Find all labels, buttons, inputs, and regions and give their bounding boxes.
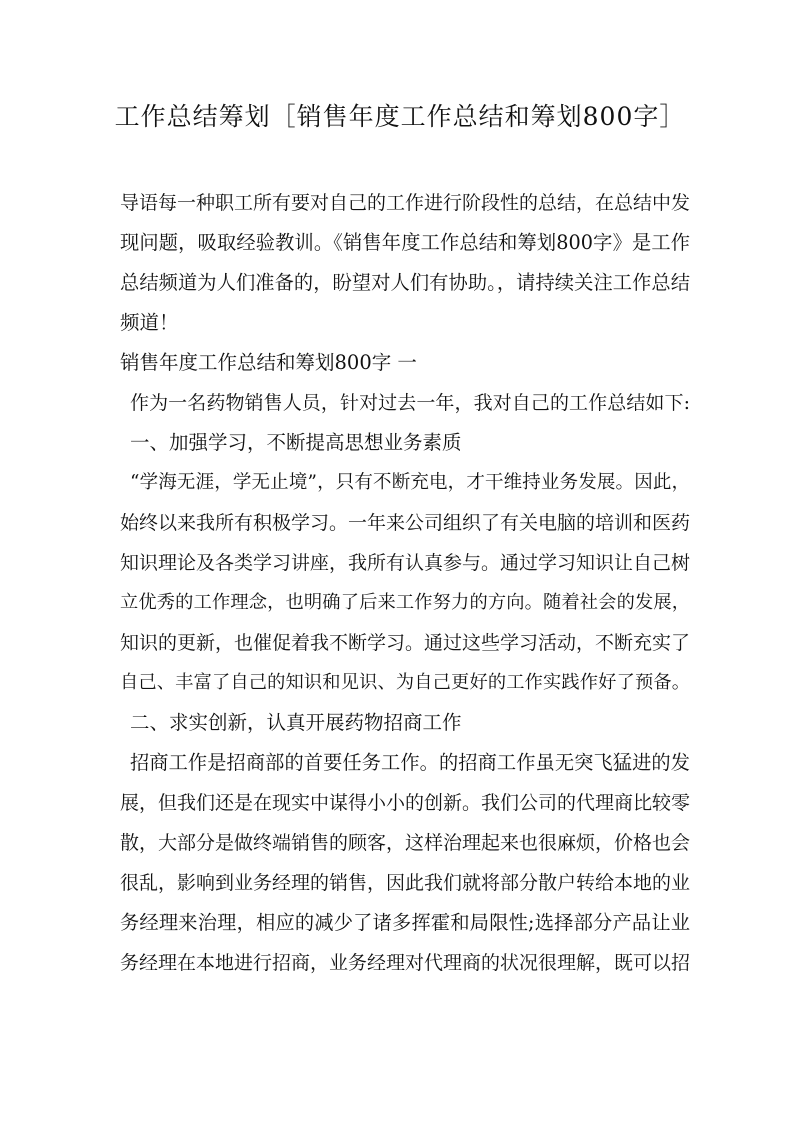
document-title: 工作总结筹划［销售年度工作总结和筹划800字］	[114, 102, 686, 131]
paragraph-line: 散，大部分是做终端销售的顾客，这样治理起来也很麻烦，价格也会	[120, 832, 690, 854]
paragraph-line: 频道！	[120, 311, 179, 334]
paragraph-line: 自己、丰富了自己的知识和见识、为自己更好的工作实践作好了预备。	[120, 672, 690, 693]
paragraph-line: 立优秀的工作理念，也明确了后来工作努力的方向。随着社会的发展，	[120, 592, 690, 613]
paragraph-line: 始终以来我所有积极学习。一年来公司组织了有关电脑的培训和医药	[120, 512, 690, 534]
section-heading: 销售年度工作总结和筹划800字 一	[120, 351, 417, 374]
document-body	[120, 183, 690, 983]
paragraph-line: “学海无涯，学无止境”，只有不断充电，才干维持业务发展。因此，	[130, 472, 690, 493]
paragraph-line: 现问题，吸取经验教训。《销售年度工作总结和筹划800字》是工作	[120, 231, 690, 254]
paragraph-line: 作为一名药物销售人员，针对过去一年，我对自己的工作总结如下:	[130, 392, 690, 414]
paragraph-line: 展，但我们还是在现实中谋得小小的创新。我们公司的代理商比较零	[120, 792, 690, 814]
paragraph-line: 招商工作是招商部的首要任务工作。的招商工作虽无突飞猛进的发	[130, 751, 690, 774]
paragraph-line: 务经理来治理，相应的减少了诸多挥霍和局限性;选择部分产品让业	[120, 911, 690, 934]
paragraph-line: 很乱，影响到业务经理的销售，因此我们就将部分散户转给本地的业	[120, 872, 690, 894]
paragraph-line: 务经理在本地进行招商，业务经理对代理商的状况很理解，既可以招	[120, 952, 690, 974]
paragraph-line: 知识的更新，也催促着我不断学习。通过这些学习活动，不断充实了	[120, 632, 690, 654]
paragraph-line: 总结频道为人们准备的，盼望对人们有协助。，请持续关注工作总结	[120, 271, 690, 294]
section-heading: 二、求实创新，认真开展药物招商工作	[130, 711, 462, 734]
paragraph-line: 导语每一种职工所有要对自己的工作进行阶段性的总结，在总结中发	[120, 192, 690, 214]
section-heading: 一、加强学习，不断提高思想业务素质	[130, 431, 462, 454]
paragraph-line: 知识理论及各类学习讲座，我所有认真参与。通过学习知识让自己树	[120, 552, 690, 574]
